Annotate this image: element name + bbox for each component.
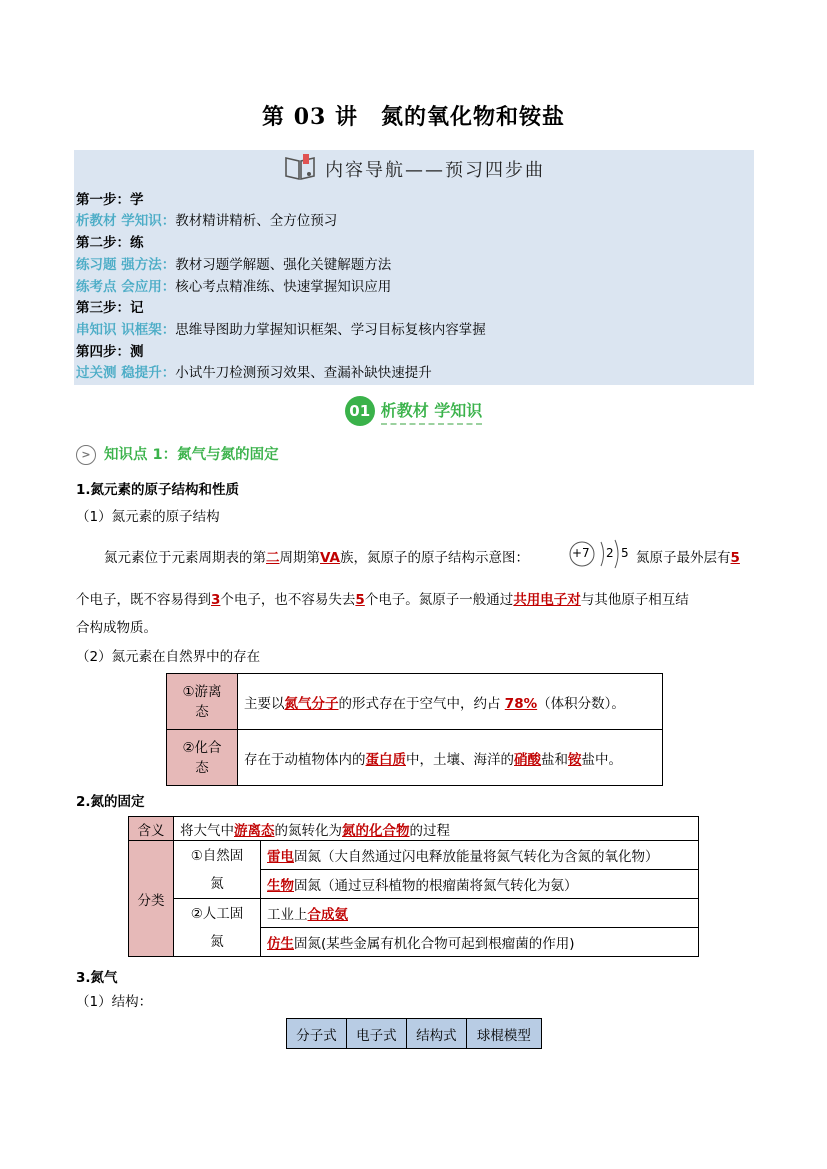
paragraph-line-1-end: 氮原子最外层有5 <box>636 550 740 566</box>
nitrogen-fixation-table <box>128 816 699 957</box>
nav-step-3: 第三步：记 <box>76 300 144 316</box>
book-icon <box>283 152 317 186</box>
col-electron: 电子式 <box>346 1019 406 1049</box>
nav-line-4: 串知识 识框架：思维导图助力掌握知识框架、学习目标复核内容掌握 <box>76 322 486 338</box>
section-heading <box>0 396 827 426</box>
paragraph-line-3: 合构成物质。 <box>76 620 157 636</box>
free-state-desc: 主要以氮气分子的形式存在于空气中，约占 78%（体积分数）。 <box>238 674 663 730</box>
atomic-structure-diagram <box>568 537 638 571</box>
nav-line-5: 过关测 稳提升：小试牛刀检测预习效果、查漏补缺快速提升 <box>76 365 432 381</box>
biomimetic-fixation: 仿生固氮(某些金属有机化合物可起到根瘤菌的作用) <box>261 928 699 957</box>
nav-line-1: 析教材 学知识：教材精讲精析、全方位预习 <box>76 213 338 229</box>
free-state-label: ①游离 态 <box>167 674 238 730</box>
table-row <box>129 817 699 841</box>
section-badge: 01 <box>345 396 375 426</box>
table-row <box>129 841 699 870</box>
col-formula: 分子式 <box>287 1019 347 1049</box>
heading-3: 3.氮气 <box>76 970 118 986</box>
subheading-3-1: （1）结构： <box>76 994 153 1010</box>
col-structural: 结构式 <box>406 1019 466 1049</box>
chevron-right-icon: > <box>76 445 96 465</box>
meaning-desc: 将大气中游离态的氮转化为氮的化合物的过程 <box>174 817 699 841</box>
nav-line-2: 练习题 强方法：教材习题学解题、强化关键解题方法 <box>76 257 392 273</box>
nav-step-2: 第二步：练 <box>76 235 144 251</box>
nav-header <box>74 152 754 186</box>
industrial-fixation: 工业上合成氨 <box>261 899 699 928</box>
artificial-fixation-label: ②人工固 氮 <box>174 899 261 957</box>
nav-step-4: 第四步：测 <box>76 344 144 360</box>
page-title: 第 03 讲 氮的氧化物和铵盐 <box>262 104 565 130</box>
subheading-1-2: （2）氮元素在自然界中的存在 <box>76 649 261 665</box>
heading-1: 1.氮元素的原子结构和性质 <box>76 482 240 498</box>
subheading-1-1: （1）氮元素的原子结构 <box>76 509 220 525</box>
lightning-fixation: 雷电固氮（大自然通过闪电释放能量将氮气转化为含氮的氧化物） <box>261 841 699 870</box>
col-ball-stick: 球棍模型 <box>466 1019 541 1049</box>
nucleus-charge: +7 <box>572 546 590 560</box>
table-row <box>167 674 663 730</box>
classification-label: 分类 <box>129 841 174 957</box>
biological-fixation: 生物固氮（通过豆科植物的根瘤菌将氮气转化为氨） <box>261 870 699 899</box>
nav-header-text: 内容导航——预习四步曲 <box>325 160 546 181</box>
natural-fixation-label: ①自然固 氮 <box>174 841 261 899</box>
heading-2: 2.氮的固定 <box>76 794 145 810</box>
combined-state-desc: 存在于动植物体内的蛋白质中，土壤、海洋的硝酸盐和铵盐中。 <box>238 730 663 786</box>
existence-table <box>166 673 663 786</box>
table-row <box>167 730 663 786</box>
nav-step-1: 第一步：学 <box>76 192 144 208</box>
knowledge-point-title: > 知识点 1：氮气与氮的固定 <box>76 443 279 465</box>
meaning-label: 含义 <box>129 817 174 841</box>
structure-table <box>286 1018 542 1049</box>
paragraph-line-2: 个电子，既不容易得到3个电子，也不容易失去5个电子。氮原子一般通过共用电子对与其他原子相互结 <box>76 592 689 608</box>
nav-line-3: 练考点 会应用：核心考点精准练、快速掌握知识应用 <box>76 279 392 295</box>
section-label: 析教材 学知识 <box>381 398 483 425</box>
shell-1-electrons: 2 <box>606 546 614 560</box>
combined-state-label: ②化合 态 <box>167 730 238 786</box>
table-row <box>287 1019 542 1049</box>
paragraph-line-1: 氮元素位于元素周期表的第二周期第VA族，氮原子的原子结构示意图： <box>104 550 529 566</box>
shell-2-electrons: 5 <box>621 546 629 560</box>
table-row <box>129 899 699 928</box>
